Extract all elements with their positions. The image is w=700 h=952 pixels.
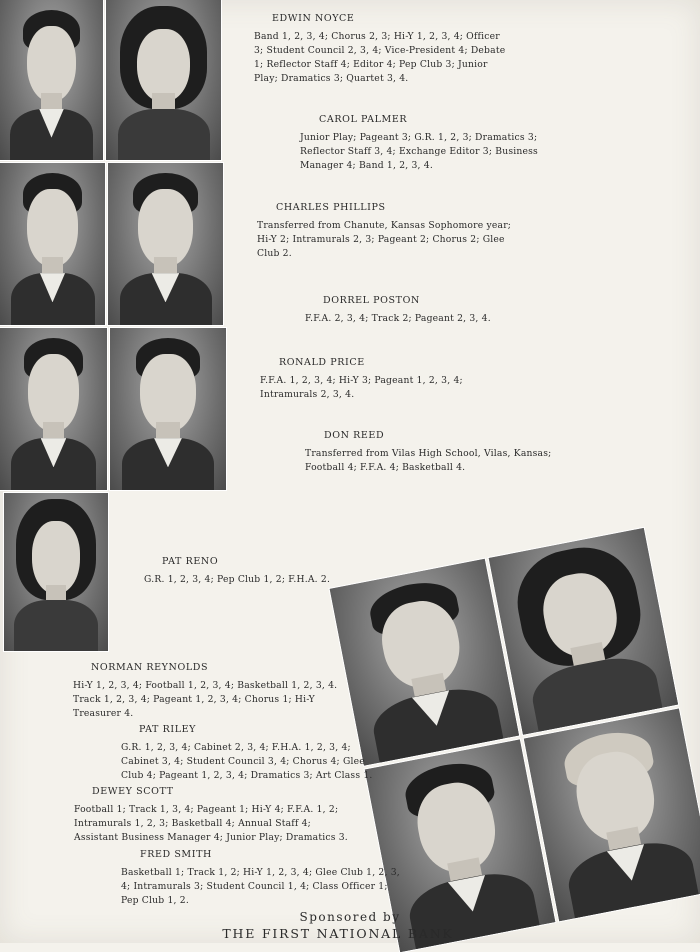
- entry-activities: F.F.A. 2, 3, 4; Track 2; Pageant 2, 3, 4.: [305, 313, 491, 324]
- entry-name: FRED SMITH: [140, 849, 212, 860]
- entry-pat-reno: [144, 555, 374, 587]
- entry-don-reed: [305, 429, 560, 475]
- entry-activities: F.F.A. 1, 2, 3, 4; Hi-Y 3; Pageant 1, 2, 3, 4; Intramurals 2, 3, 4.: [260, 375, 463, 400]
- entry-name: DORREL POSTON: [323, 295, 420, 306]
- portrait-pat-riley: [489, 528, 678, 735]
- entry-name: NORMAN REYNOLDS: [91, 662, 209, 673]
- portrait-pat-reno: [4, 493, 108, 651]
- entry-dewey-scott: [74, 785, 349, 845]
- sponsored-by: Sponsored by: [299, 910, 401, 924]
- entry-activities: Hi-Y 1, 2, 3, 4; Football 1, 2, 3, 4; Basketball 1, 2, 3, 4. Track 1, 2, 3, 4; Pageant 1, 2, 3, 4; Chorus 1; Hi-Y Treasurer 4.: [73, 680, 338, 719]
- sponsor-name: THE FIRST NATIONAL BANK: [222, 926, 454, 941]
- entry-name: DON REED: [324, 430, 385, 441]
- entry-norman-reynolds: [73, 661, 348, 721]
- entry-charles-phillips: [257, 201, 512, 261]
- portrait-fred-smith: [524, 708, 700, 921]
- entry-name: DEWEY SCOTT: [92, 786, 174, 797]
- portrait-charles-phillips: [0, 163, 105, 325]
- entry-activities: Junior Play; Pageant 3; G.R. 1, 2, 3; Dramatics 3; Reflector Staff 3, 4; Exchange Editor 3; Business Manager 4; Band 1, 2, 3, 4.: [300, 132, 538, 171]
- entry-dorrel-poston: [305, 294, 525, 326]
- entry-pat-riley: [121, 723, 376, 783]
- entry-activities: G.R. 1, 2, 3, 4; Pep Club 1, 2; F.H.A. 2.: [144, 574, 331, 585]
- entry-name: CHARLES PHILLIPS: [276, 202, 386, 213]
- entry-carol-palmer: [300, 113, 545, 173]
- entry-activities: Basketball 1; Track 1, 2; Hi-Y 1, 2, 3, 4; Glee Club 1, 2, 3, 4; Intramurals 3; Student Council 1, 4; Class Officer 1; Pep Club 1, 2.: [121, 867, 400, 906]
- entry-ronald-price: [260, 356, 485, 402]
- portrait-edwin-noyce: [0, 0, 103, 160]
- entry-activities: Band 1, 2, 3, 4; Chorus 2, 3; Hi-Y 1, 2, 3, 4; Officer 3; Student Council 2, 3, 4; Vice-President 4; Debate 1; Reflector Staff 4; Editor 4; Pep Club 3; Junior Play; Dramatics 3; Quartet 3, 4.: [254, 31, 506, 84]
- entry-name: PAT RILEY: [139, 724, 197, 735]
- entry-activities: Football 1; Track 1, 3, 4; Pageant 1; Hi-Y 4; F.F.A. 1, 2; Intramurals 1, 2, 3; Basketball 4; Annual Staff 4; Assistant Business Manager 4; Junior Play; Dramatics 3.: [74, 804, 348, 843]
- entry-activities: G.R. 1, 2, 3, 4; Cabinet 2, 3, 4; F.H.A. 1, 2, 3, 4; Cabinet 3, 4; Student Council 3, 4; Chorus 4; Glee Club 4; Pageant 1, 2, 3, 4; Dramatics 3; Art Class 1.: [121, 742, 373, 781]
- portrait-carol-palmer: [106, 0, 221, 160]
- entry-activities: Transferred from Chanute, Kansas Sophomore year; Hi-Y 2; Intramurals 2, 3; Pageant 2; Chorus 2; Glee Club 2.: [257, 220, 512, 259]
- entry-fred-smith: [121, 848, 406, 908]
- entry-name: RONALD PRICE: [279, 357, 365, 368]
- entry-name: CAROL PALMER: [319, 114, 408, 125]
- entry-edwin-noyce: [254, 12, 509, 86]
- entry-name: PAT RENO: [162, 556, 219, 567]
- portrait-ronald-price: [0, 328, 107, 490]
- entry-name: EDWIN NOYCE: [272, 13, 355, 24]
- entry-activities: Transferred from Vilas High School, Vilas, Kansas; Football 4; F.F.A. 4; Basketball 4.: [305, 448, 552, 473]
- portrait-dorrel-poston: [108, 163, 223, 325]
- portrait-don-reed: [110, 328, 226, 490]
